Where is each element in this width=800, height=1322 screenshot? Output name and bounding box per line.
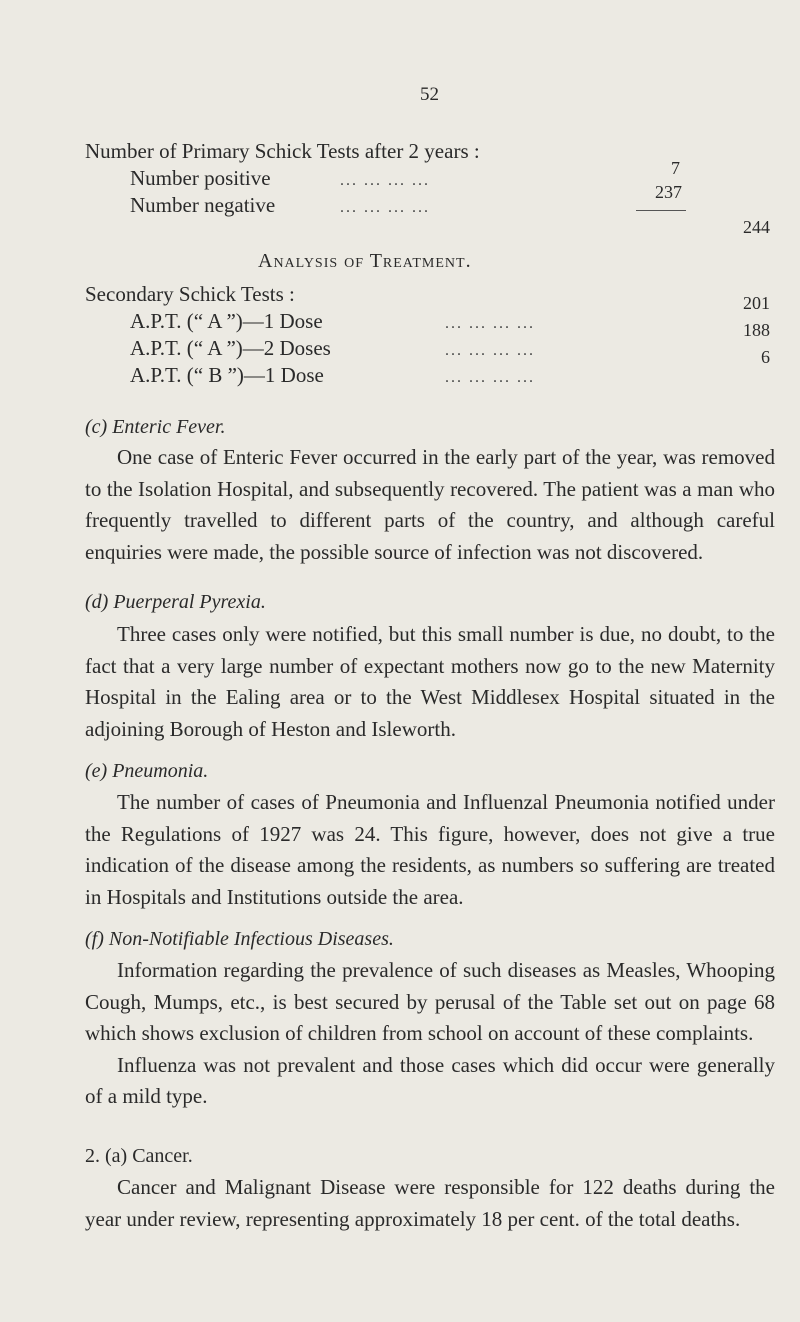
- treatment-row-value: 188: [743, 320, 770, 340]
- dot-leader: ... ... ... ...: [445, 369, 535, 386]
- positive-label: Number positive: [130, 166, 271, 190]
- total-value: 244: [743, 217, 770, 237]
- paragraph-enteric: [85, 442, 775, 568]
- dot-leader: ... ... ... ...: [445, 342, 535, 359]
- treatment-row-label: A.P.T. (“ B ”)—1 Dose: [130, 363, 324, 387]
- positive-value: 7: [671, 158, 680, 178]
- treatment-row-label: A.P.T. (“ A ”)—1 Dose: [130, 309, 323, 333]
- dot-leader: ... ... ... ...: [340, 199, 430, 216]
- paragraph-pneumonia: [85, 787, 775, 913]
- secondary-heading: Secondary Schick Tests :: [85, 282, 295, 306]
- section-heading-enteric: (c) Enteric Fever.: [85, 416, 226, 438]
- section-heading-cancer: 2. (a) Cancer.: [85, 1145, 193, 1167]
- page-number: 52: [420, 84, 439, 105]
- section-heading-pneumonia: (e) Pneumonia.: [85, 760, 209, 782]
- sum-rule: [636, 210, 686, 211]
- section-heading-puerperal: (d) Puerperal Pyrexia.: [85, 591, 266, 613]
- dot-leader: ... ... ... ...: [340, 172, 430, 189]
- paragraph-text: Influenza was not prevalent and those cases which did occur were generally of a mild type.: [85, 1052, 775, 1108]
- treatment-row-value: 6: [761, 347, 770, 367]
- analysis-heading: Analysis of Treatment.: [258, 250, 472, 272]
- paragraph-text: Information regarding the prevalence of such diseases as Measles, Whooping Cough, Mumps, etc., is best secured by perusal of the Table set out on page 68 which shows exclusion of children from school on account of these complaints.: [85, 958, 775, 1045]
- paragraph-puerperal: [85, 619, 775, 745]
- treatment-row-value: 201: [743, 293, 770, 313]
- paragraph-non-notifiable: [85, 955, 775, 1113]
- schick-heading: Number of Primary Schick Tests after 2 years :: [85, 139, 480, 163]
- paragraph-cancer: [85, 1172, 775, 1235]
- treatment-row-label: A.P.T. (“ A ”)—2 Doses: [130, 336, 331, 360]
- section-heading-non-notifiable: (f) Non-Notifiable Infectious Diseases.: [85, 928, 394, 950]
- paragraph-text: Three cases only were notified, but this small number is due, no doubt, to the fact that a very large number of expectant mothers now go to the new Maternity Hospital in the Ealing area or to the West Middlesex Hospital situated in the adjoining Borough of Heston and Isleworth.: [85, 622, 775, 741]
- paragraph-text: The number of cases of Pneumonia and Influenzal Pneumonia notified under the Regulations of 1927 was 24. This figure, however, does not give a true indication of the disease among the residents, as numbers so suffering are treated in Hospitals and Institutions outside the area.: [85, 790, 775, 909]
- dot-leader: ... ... ... ...: [445, 315, 535, 332]
- paragraph-text: Cancer and Malignant Disease were responsible for 122 deaths during the year under review, representing approximately 18 per cent. of the total deaths.: [85, 1175, 775, 1231]
- negative-value: 237: [655, 182, 682, 202]
- paragraph-text: One case of Enteric Fever occurred in the early part of the year, was removed to the Isolation Hospital, and subsequently recovered. The patient was a man who frequently travelled to different parts of the country, and although careful enquiries were made, the possible source of infection was not discovered.: [85, 445, 775, 564]
- negative-label: Number negative: [130, 193, 276, 217]
